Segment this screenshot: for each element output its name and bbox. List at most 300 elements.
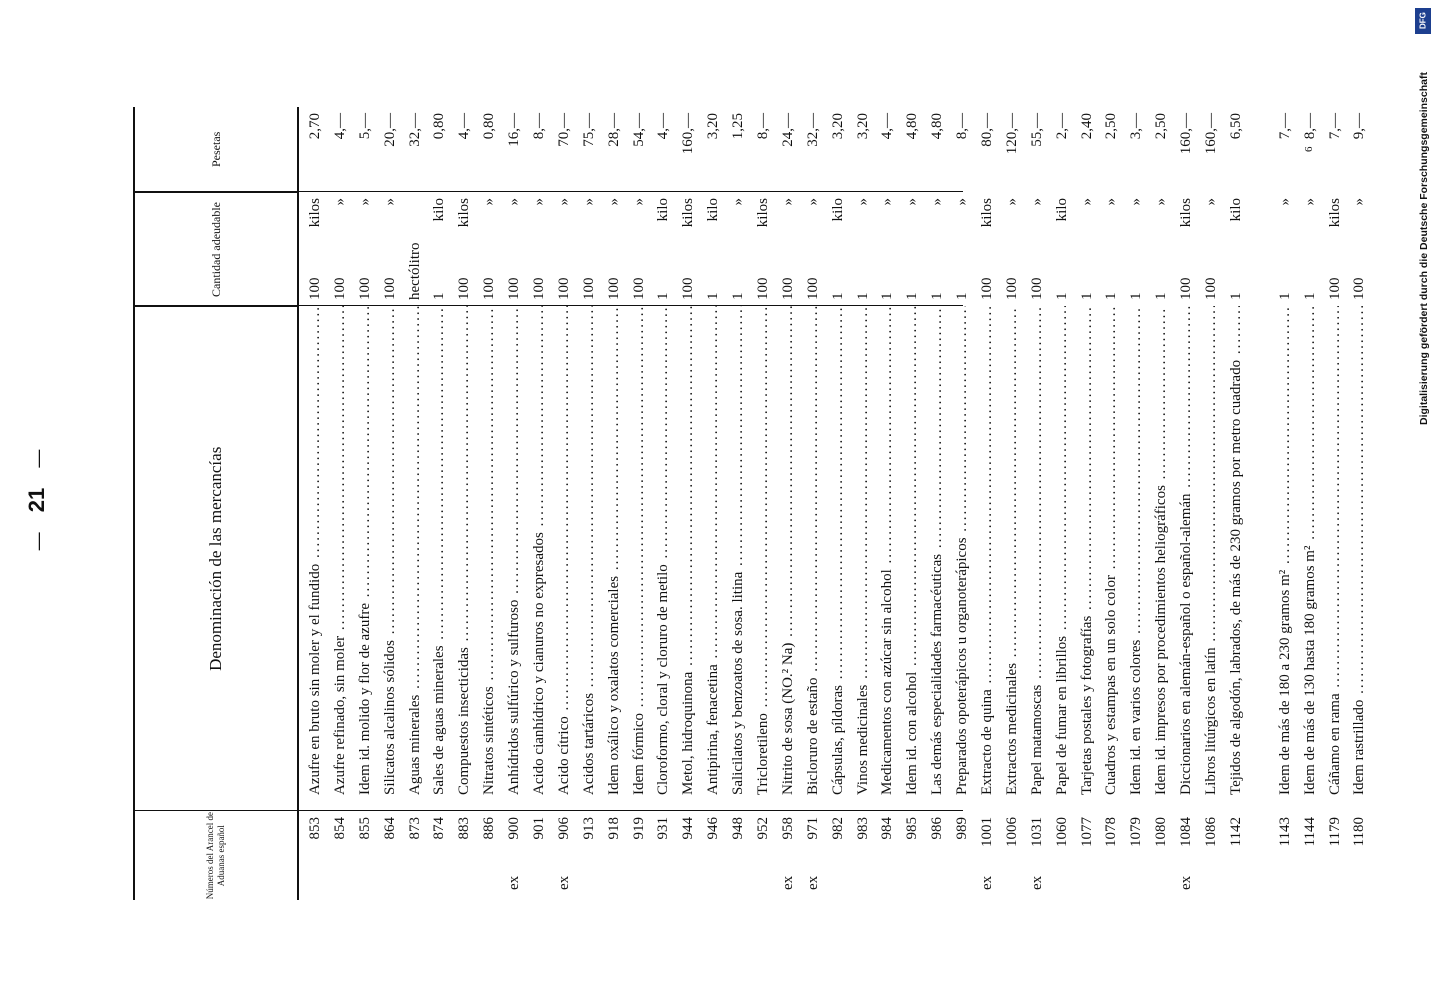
tariff-number [431,811,448,900]
goods-description-text: Extractos medicinales ..... [1004,306,1021,795]
table-row [1348,107,1373,900]
goods-description-text: Tejidos de algodón, labrados, de más de 230 gramos por metro cuadrado ..... [1228,306,1245,795]
table-row [353,107,378,900]
goods-description-text: Nitrito de sosa (NO.² Na) ..... [780,306,797,795]
quantity-unit: » [1028,198,1045,206]
goods-description-text: Papel matamoscas ..... [1029,306,1046,795]
quantity-unit: » [630,198,647,206]
table-row [975,107,1000,900]
pesetas-value: 2,70 [306,113,323,140]
tariff-number [680,811,697,900]
tariff-table [133,107,1372,900]
quantity-unit: » [605,198,622,206]
tariff-number-value: 1078 [1103,817,1120,847]
quantity-unit: » [356,198,373,206]
goods-description [879,306,896,811]
quantity [357,192,374,306]
pesetas-value: 80,— [978,113,995,147]
quantity-unit: kilos [1178,198,1195,228]
quantity-value: 100 [978,277,995,300]
quantity [830,192,847,306]
tariff-number-value: 1080 [1153,817,1170,847]
tariff-number [481,811,498,900]
quantity [382,192,399,306]
pesetas-value: 9,— [1351,113,1368,140]
goods-description [1103,306,1120,811]
goods-description [780,306,797,811]
tariff-number [1103,811,1120,900]
pesetas-value: 2,— [1053,113,1070,140]
goods-description-text: Compuestos insecticidas ..... [456,306,473,795]
table-row [452,107,477,900]
tariff-number-value: 1001 [978,817,995,847]
quantity-unit: » [481,198,498,206]
goods-description [581,306,598,811]
goods-description [1351,306,1368,811]
pesetas-value: 6,50 [1227,113,1244,140]
table-row [403,107,428,900]
goods-description-text: Idem de más de 180 a 230 gramos m² ..... [1277,306,1294,795]
tariff-number-value: 855 [356,817,373,840]
ex-marker: ex [779,875,796,890]
quantity [1277,192,1294,306]
goods-description [1302,306,1319,811]
goods-description-text: Acidos tartáricos ..... [581,306,598,795]
goods-description [1153,306,1170,811]
table-row [1298,107,1323,900]
tariff-number [1178,811,1195,900]
table-row [502,107,527,900]
quantity [1153,192,1170,306]
quantity-unit: » [730,198,747,206]
tariff-number-value: 984 [879,817,896,840]
goods-description-text: Bicloruro de estaño ..... [805,306,822,795]
quantity-unit: » [1351,198,1368,206]
quantity-value: 1 [904,292,921,300]
quantity [1327,192,1344,306]
table-row [751,107,776,900]
tariff-number [705,811,722,900]
quantity-unit: kilos [1326,198,1343,228]
tariff-number-value: 958 [779,817,796,840]
goods-description-text: Idem rastrillado ..... [1351,306,1368,795]
quantity-value: 100 [804,277,821,300]
goods-description-text: Tricloretileno ..... [755,306,772,795]
dfg-logo: DFG [1415,8,1431,34]
tariff-number-value: 900 [506,817,523,840]
tariff-number [755,811,772,900]
tariff-number-value: 1077 [1078,817,1095,847]
quantity-value: 100 [1028,277,1045,300]
tariff-number [1203,811,1220,900]
goods-description [1277,306,1294,811]
tariff-number [357,811,374,900]
quantity-value: 1 [1227,292,1244,300]
tariff-number-value: 1084 [1178,817,1195,847]
pesetas-value: 2,40 [1078,113,1095,140]
pesetas-value: 160,— [680,113,697,155]
tariff-number-value: 1086 [1203,817,1219,847]
quantity-unit: » [506,198,523,206]
quantity [879,192,896,306]
quantity [556,192,573,306]
quantity-value: 1 [954,292,971,300]
quantity [307,192,324,306]
pesetas-value: 3,20 [705,113,722,140]
quantity-unit: kilo [1053,198,1070,222]
page-number-line [24,0,50,1000]
table-row [925,107,950,900]
tariff-number [929,811,946,900]
table-row [1174,107,1199,900]
tariff-number [855,811,872,900]
pesetas-value: 16,— [506,113,523,147]
quantity-value: 100 [356,277,373,300]
tariff-number-value: 982 [829,817,846,840]
goods-description-text: Las demás especialidades farmacéuticas ..... [929,306,946,795]
pesetas-value: 160,— [1203,113,1219,155]
quantity-unit: » [530,198,547,206]
header-denominacion: Denominación de las mercancías [135,306,297,810]
tariff-number-value: 874 [431,817,448,840]
quantity-unit: » [1078,198,1095,206]
tariff-number [979,811,996,900]
quantity-unit: » [954,198,971,206]
quantity [954,192,971,306]
tariff-number [556,811,573,900]
table-row [1323,107,1348,900]
pesetas-value: 54,— [630,113,647,147]
header-pesetas: Pesetas [208,131,223,168]
pesetas-value: 3,— [1128,113,1145,140]
watermark-text: Digitalisierung gefördert durch die Deutsche Forschungsgemeinschaft [1418,72,1430,425]
tariff-number [506,811,523,900]
table-row [378,107,403,900]
quantity-value: 1 [730,292,747,300]
pesetas-value: 4,— [331,113,348,140]
tariff-number-value: 1179 [1326,817,1343,847]
goods-description [606,306,623,811]
pesetas-value: 4,80 [904,113,921,140]
goods-description-text: Diccionarios en alemán-español o español-alemán ..... [1178,306,1195,795]
tariff-number [1004,811,1021,900]
goods-description-text: Metol, hidroquinona ..... [680,306,697,795]
table-row [1075,107,1100,900]
table-row [851,107,876,900]
goods-description-text: Cáñamo en rama ..... [1327,306,1344,795]
goods-description-text: Azufre refinado, sin moler ..... [332,306,349,795]
quantity-unit: kilo [705,198,722,222]
quantity-value: 1 [829,292,846,300]
pesetas-value: 8,— [954,113,971,140]
quantity-unit: » [1128,198,1145,206]
pesetas-value: 4,— [655,113,672,140]
goods-description [755,306,772,811]
quantity [332,192,349,306]
goods-description-text: Vinos medicinales ..... [855,306,872,795]
goods-description [1178,306,1195,811]
tariff-number-value: 985 [904,817,921,840]
goods-description-text: Idem id. en varios colores ..... [1128,306,1145,795]
pesetas-value: 2,50 [1103,113,1120,140]
goods-description-text: Idem fórmico ..... [631,306,648,795]
goods-description [307,306,324,811]
table-row [776,107,801,900]
tariff-number [1277,811,1294,900]
table-row [1199,107,1224,900]
goods-description [805,306,822,811]
header-cantidad: Cantidad adeudable [135,192,297,307]
pesetas-value: 7,— [1276,113,1293,140]
tariff-number-value: 1142 [1227,817,1244,847]
quantity-value: 1 [705,292,722,300]
quantity [1079,192,1096,306]
tariff-number [581,811,598,900]
quantity-value: 100 [456,277,473,300]
goods-description-text: Tarjetas postales y fotografías ..... [1079,306,1096,795]
goods-description [1128,306,1145,811]
goods-description-text: Anhídridos sulfúrico y sulfuroso ..... [506,306,523,795]
tariff-number-value: 1143 [1276,817,1293,847]
goods-description [431,306,448,811]
quantity-unit: kilo [431,198,448,222]
tariff-number-value: 1144 [1301,817,1318,847]
table-row [701,107,726,900]
quantity [531,192,548,306]
table-header [135,107,299,900]
goods-description [531,306,548,811]
pesetas-value: 8,— [754,113,771,140]
pesetas-value: 4,— [456,113,473,140]
pesetas-value: 32,— [406,113,423,147]
table-row [427,107,452,900]
table-row [1273,107,1298,900]
quantity [780,192,797,306]
goods-description-text: Papel de fumar en librillos ..... [1054,306,1071,795]
goods-description [357,306,374,811]
quantity [1054,192,1071,306]
quantity-unit: » [580,198,597,206]
quantity [456,192,473,306]
pesetas-value: 8,— [1301,113,1318,140]
goods-description [456,306,473,811]
quantity [1302,192,1319,306]
goods-description [506,306,523,811]
quantity-value: 1 [1078,292,1095,300]
quantity [1203,192,1220,306]
table-row [1050,107,1075,900]
quantity-unit: kilos [456,198,473,228]
tariff-number-value: 853 [306,817,323,840]
quantity [581,192,598,306]
tariff-number [382,811,399,900]
dfg-watermark [1418,40,1434,425]
quantity [1128,192,1145,306]
pesetas-value: 20,— [381,113,398,147]
goods-description [979,306,996,811]
table-row [602,107,627,900]
quantity-value: 1 [879,292,896,300]
quantity-unit: » [904,198,921,206]
table-row [1025,107,1050,900]
tariff-number-value: 1079 [1128,817,1145,847]
tariff-number [531,811,548,900]
tariff-number-value: 948 [730,817,747,840]
quantity-value: 100 [331,277,348,300]
quantity [705,192,722,306]
ex-marker: ex [804,875,821,890]
pesetas-value: 24,— [779,113,796,147]
quantity [1004,192,1021,306]
tariff-number [655,811,672,900]
tariff-number-value: 854 [331,817,348,840]
quantity-value: 1 [929,292,946,300]
goods-description-text: Idem de más de 130 hasta 180 gramos m² ..... [1302,306,1319,795]
quantity-value: 1 [1153,292,1170,300]
goods-description-text: Idem id. impresos por procedimientos heliográficos ..... [1153,306,1170,795]
tariff-number-value: 1180 [1351,817,1368,847]
goods-description-text: Idem oxálico y oxalatos comerciales ..... [606,306,623,795]
tariff-number [407,811,424,900]
pesetas-value: 1,25 [730,113,747,140]
goods-description [730,306,747,811]
quantity-value: 100 [1178,277,1195,300]
page-number-dash-right: — [28,449,48,468]
pesetas-value: 2,50 [1153,113,1170,140]
table-row [950,107,975,900]
quantity-value: 100 [1203,277,1219,300]
tariff-number [1029,811,1046,900]
quantity-value: hectólitro [406,242,423,300]
quantity-unit: » [1301,198,1318,206]
tariff-number-value: 971 [804,817,821,840]
table-row [875,107,900,900]
quantity-value: 1 [1103,292,1120,300]
tariff-number [879,811,896,900]
tariff-number-value: 883 [456,817,473,840]
goods-description-text: Sales de aguas minerales ..... [431,306,448,795]
goods-description [1004,306,1021,811]
goods-description-text: Aguas minerales ..... [407,306,424,795]
quantity [631,192,648,306]
table-row [726,107,751,900]
goods-description [1029,306,1046,811]
goods-description [1327,306,1344,811]
pesetas-value: 75,— [580,113,597,147]
quantity-unit: kilo [1227,198,1244,222]
quantity [904,192,921,306]
quantity-unit: » [381,198,398,206]
quantity-value: 100 [630,277,647,300]
quantity-value: 100 [506,277,523,300]
goods-description [382,306,399,811]
pesetas-value: 55,— [1028,113,1045,147]
tariff-number-value: 944 [680,817,697,840]
quantity-unit: kilo [829,198,846,222]
pesetas-value: 70,— [555,113,572,147]
quantity-value: 1 [1128,292,1145,300]
quantity-value: 1 [1276,292,1293,300]
tariff-number [1153,811,1170,900]
quantity [606,192,623,306]
quantity-unit: » [1103,198,1120,206]
pesetas-value: 4,— [879,113,896,140]
tariff-number [904,811,921,900]
goods-description [929,306,946,811]
table-row [552,107,577,900]
quantity-value: 100 [306,277,323,300]
quantity-unit: » [804,198,821,206]
tariff-number [1128,811,1145,900]
tariff-number-value: 986 [929,817,946,840]
tariff-number-value: 913 [580,817,597,840]
pesetas-value: 3,20 [854,113,871,140]
quantity-unit: » [1203,198,1219,206]
quantity-value: 1 [431,292,448,300]
pesetas-value: 5,— [356,113,373,140]
quantity-unit: kilos [754,198,771,228]
page-number: 21 [24,487,49,513]
quantity-unit: » [1003,198,1020,206]
ex-marker: ex [555,875,572,890]
goods-description-text: Libros litúrgicos en latín ..... [1203,306,1220,795]
quantity-unit: kilos [680,198,697,228]
pesetas-value: 0,80 [481,113,498,140]
quantity [929,192,946,306]
pesetas-value: 32,— [804,113,821,147]
quantity [1178,192,1195,306]
goods-description [332,306,349,811]
table-row [651,107,676,900]
quantity-value: 100 [680,277,697,300]
tariff-number [332,811,349,900]
tariff-number [631,811,648,900]
tariff-number [780,811,797,900]
goods-description-text: Silicatos alcalinos sólidos ..... [382,306,399,795]
quantity [655,192,672,306]
sheet-mark: 6 [1303,146,1315,152]
quantity-unit: kilos [978,198,995,228]
quantity-unit: » [331,198,348,206]
tariff-number [1351,811,1368,900]
goods-description [855,306,872,811]
quantity [407,192,424,306]
tariff-number-value: 946 [705,817,722,840]
quantity [730,192,747,306]
goods-description-text: Antipirina, fenacetina ..... [705,306,722,795]
goods-description [556,306,573,811]
tariff-number [954,811,971,900]
tariff-number-value: 873 [406,817,423,840]
goods-description [705,306,722,811]
goods-description-text: Acido cítrico ..... [556,306,573,795]
table-row [826,107,851,900]
quantity-value: 100 [481,277,498,300]
quantity-value: 100 [779,277,796,300]
quantity-value: 100 [580,277,597,300]
quantity-value: 1 [1301,292,1318,300]
tariff-number-value: 983 [854,817,871,840]
tariff-number-value: 906 [555,817,572,840]
quantity [506,192,523,306]
goods-description-text: Nitratos sintéticos ..... [481,306,498,795]
quantity [855,192,872,306]
goods-description-text: Acido cianhídrico y cianuros no expresados ..... [531,306,548,795]
quantity [979,192,996,306]
goods-description [481,306,498,811]
tariff-number-value: 1060 [1053,817,1070,847]
goods-description [407,306,424,811]
